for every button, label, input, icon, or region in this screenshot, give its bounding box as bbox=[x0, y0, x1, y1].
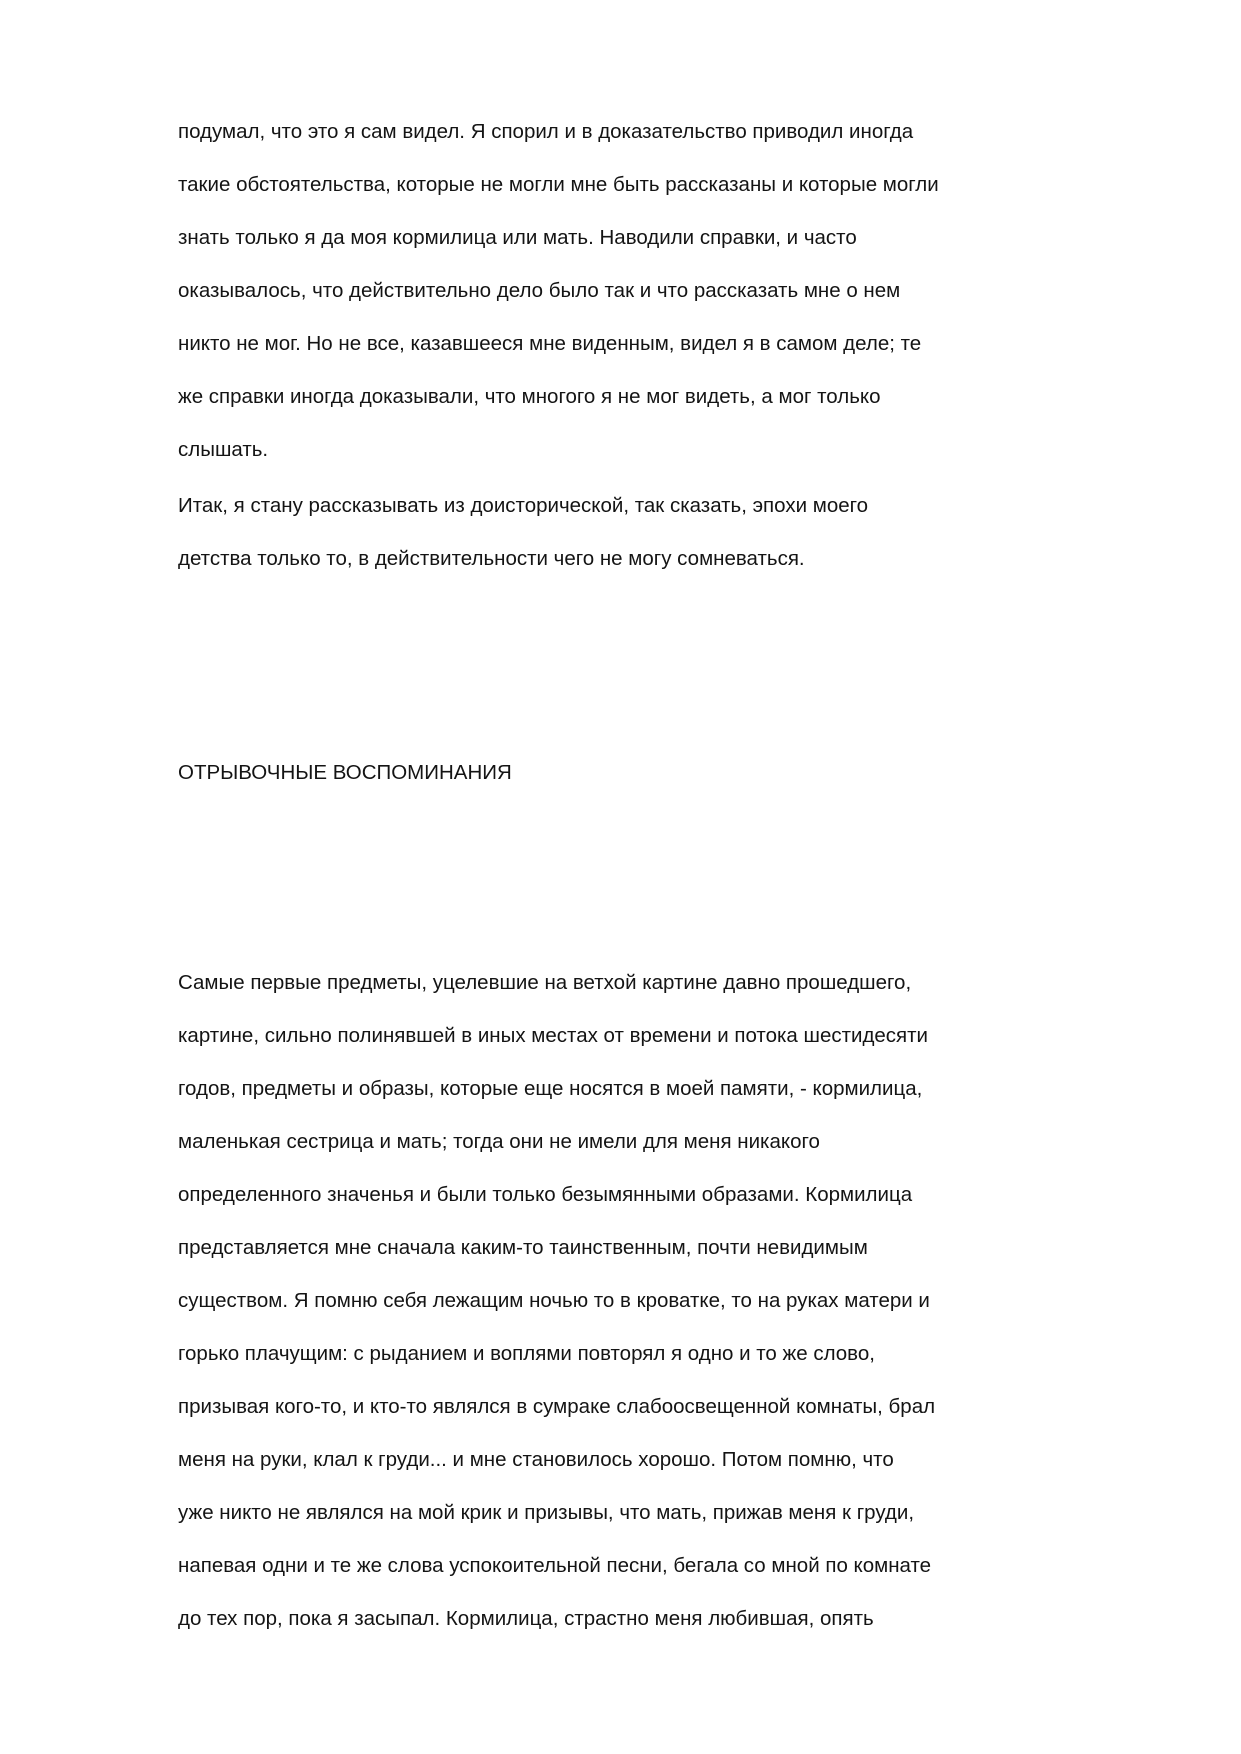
paragraph-3 bbox=[178, 967, 998, 1656]
text-line: слышать. bbox=[178, 438, 269, 461]
text-line: призывая кого-то, и кто-то являлся в сумраке слабоосвещенной комнаты, брал bbox=[178, 1395, 936, 1418]
text-line: горько плачущим: с рыданием и воплями повторял я одно и то же слово, bbox=[178, 1342, 875, 1365]
paragraph-1 bbox=[178, 116, 998, 483]
text-line: никто не мог. Но не все, казавшееся мне виденным, видел я в самом деле; те bbox=[178, 332, 922, 355]
text-line: годов, предметы и образы, которые еще носятся в моей памяти, - кормилица, bbox=[178, 1077, 923, 1100]
text-line: подумал, что это я сам видел. Я спорил и в доказательство приводил иногда bbox=[178, 120, 914, 143]
text-line: уже никто не являлся на мой крик и призывы, что мать, прижав меня к груди, bbox=[178, 1501, 915, 1524]
text-line: до тех пор, пока я засыпал. Кормилица, страстно меня любившая, опять bbox=[178, 1607, 874, 1630]
text-line: Самые первые предметы, уцелевшие на ветхой картине давно прошедшего, bbox=[178, 971, 912, 994]
text-line: детства только то, в действительности чего не могу сомневаться. bbox=[178, 547, 805, 570]
paragraph-2 bbox=[178, 490, 998, 596]
text-line: знать только я да моя кормилица или мать. Наводили справки, и часто bbox=[178, 226, 857, 249]
text-line: такие обстоятельства, которые не могли мне быть рассказаны и которые могли bbox=[178, 173, 939, 196]
text-line: представляется мне сначала каким-то таинственным, почти невидимым bbox=[178, 1236, 868, 1259]
section-heading: ОТРЫВОЧНЫЕ ВОСПОМИНАНИЯ bbox=[178, 761, 512, 784]
text-line: существом. Я помню себя лежащим ночью то в кроватке, то на руках матери и bbox=[178, 1289, 930, 1312]
section-heading-block bbox=[178, 757, 998, 797]
text-line: оказывалось, что действительно дело было так и что рассказать мне о нем bbox=[178, 279, 901, 302]
text-line: определенного значенья и были только безымянными образами. Кормилица bbox=[178, 1183, 913, 1206]
text-line: же справки иногда доказывали, что многого я не мог видеть, а мог только bbox=[178, 385, 881, 408]
text-line: маленькая сестрица и мать; тогда они не имели для меня никакого bbox=[178, 1130, 820, 1153]
text-line: Итак, я стану рассказывать из доисторической, так сказать, эпохи моего bbox=[178, 494, 869, 517]
text-line: напевая одни и те же слова успокоительной песни, бегала со мной по комнате bbox=[178, 1554, 932, 1577]
text-line: меня на руки, клал к груди... и мне становилось хорошо. Потом помню, что bbox=[178, 1448, 894, 1471]
text-line: картине, сильно полинявшей в иных местах от времени и потока шестидесяти bbox=[178, 1024, 929, 1047]
